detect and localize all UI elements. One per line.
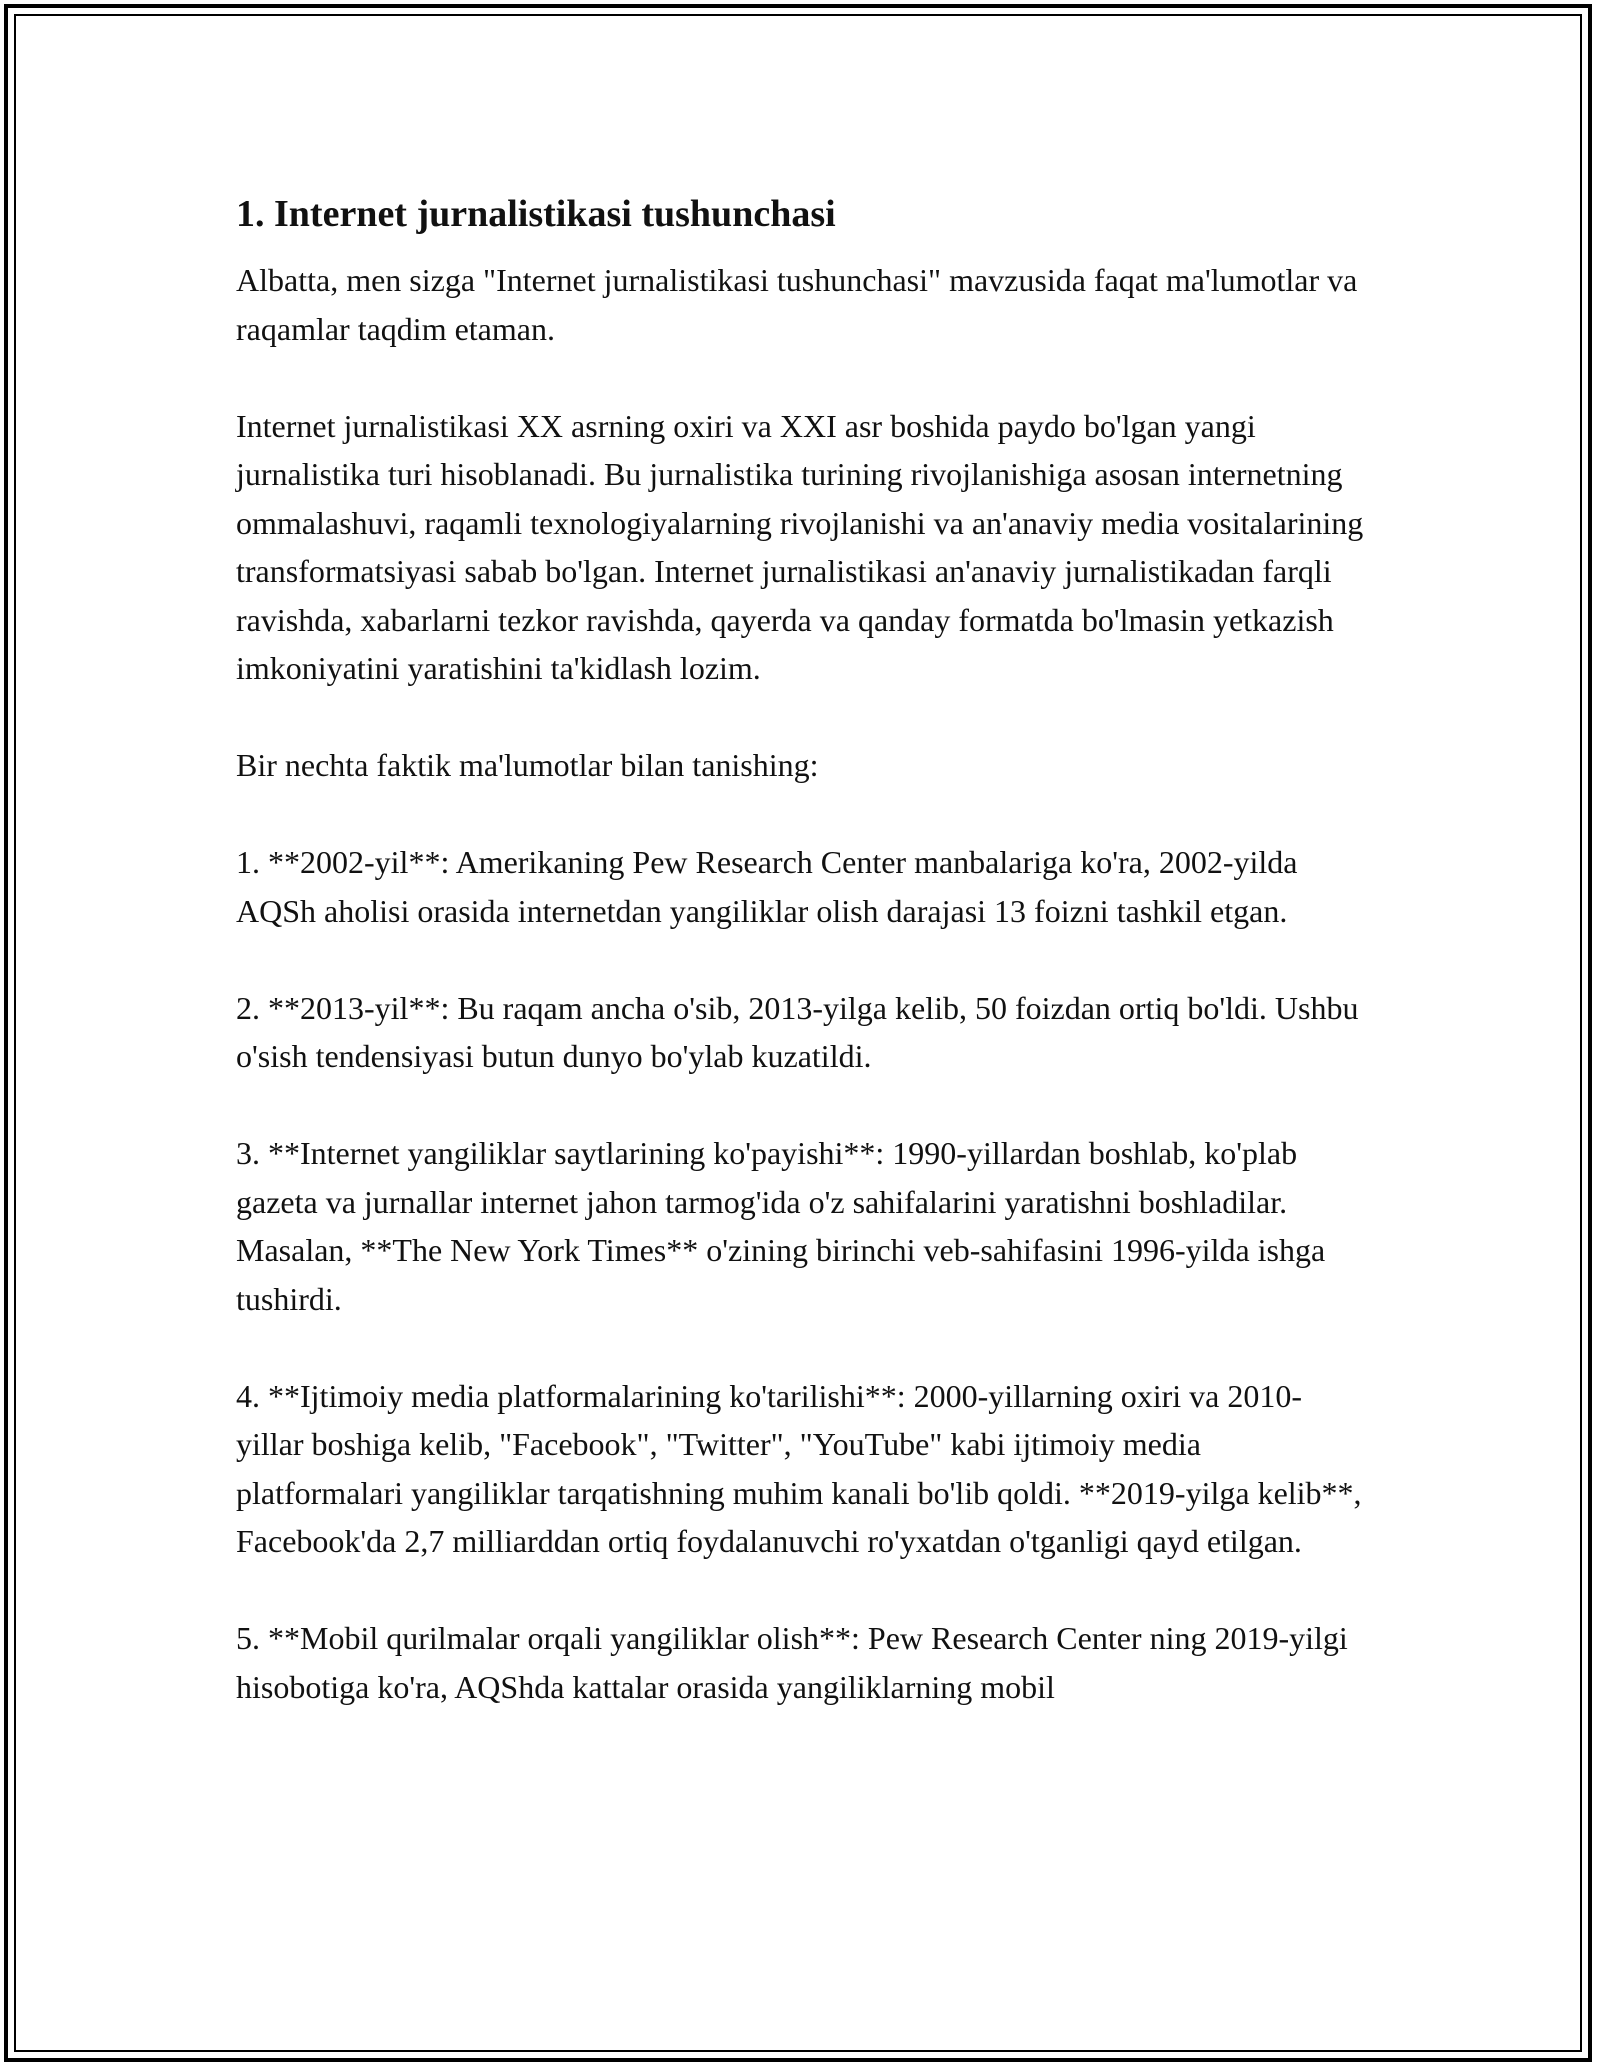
fact-item-1: 1. **2002-yil**: Amerikaning Pew Research Center manbalariga ko'ra, 2002-yilda AQSh aholisi orasida internetdan yangiliklar olish darajasi 13 foizni tashkil etgan.	[236, 844, 1298, 929]
overview-paragraph: Internet jurnalistikasi XX asrning oxiri va XXI asr boshida paydo bo'lgan yangi jurnalistika turi hisoblanadi. Bu jurnalistika turining rivojlanishiga asosan internetning ommalashuvi, raqamli texnologiyalarning rivojlanishi va an'anaviy media vositalarining transformatsiyasi sabab bo'lgan. Internet jurnalistikasi an'anaviy jurnalistikadan farqli ravishda, xabarlarni tezkor ravishda, qayerda va qanday formatda bo'lmasin yetkazish imkoniyatini yaratishini ta'kidlash lozim.	[236, 407, 1364, 686]
fact-item-4: 4. **Ijtimoiy media platformalarining ko'tarilishi**: 2000-yillarning oxiri va 2010-yillar boshiga kelib, "Facebook", "Twitter", "YouTube" kabi ijtimoiy media platformalari yangiliklar tarqatishning muhim kanali bo'lib qoldi. **2019-yilga kelib**, Facebook'da 2,7 milliarddan ortiq foydalanuvchi ro'yxatdan o'tganligi qayd etilgan.	[236, 1377, 1362, 1559]
fact-item-3: 3. **Internet yangiliklar saytlarining ko'payishi**: 1990-yillardan boshlab, ko'plab gazeta va jurnallar internet jahon tarmog'ida o'z sahifalarini yaratishni boshladilar. Masalan, **The New York Times** o'zining birinchi veb-sahifasini 1996-yilda ishga tushirdi.	[236, 1135, 1326, 1317]
fact-item-2: 2. **2013-yil**: Bu raqam ancha o'sib, 2013-yilga kelib, 50 foizdan ortiq bo'ldi. Ushbu o'sish tendensiyasi butun dunyo bo'ylab kuzatildi.	[236, 989, 1359, 1074]
section-heading: 1. Internet jurnalistikasi tushunchasi	[236, 193, 836, 235]
facts-intro-paragraph: Bir nechta faktik ma'lumotlar bilan tanishing:	[236, 747, 819, 783]
document-body	[236, 186, 1366, 1760]
fact-item-5: 5. **Mobil qurilmalar orqali yangiliklar olish**: Pew Research Center ning 2019-yilgi hisobotiga ko'ra, AQShda kattalar orasida yangiliklarning mobil	[236, 1620, 1348, 1705]
intro-paragraph: Albatta, men sizga "Internet jurnalistikasi tushunchasi" mavzusida faqat ma'lumotlar va raqamlar taqdim etaman.	[236, 262, 1358, 347]
